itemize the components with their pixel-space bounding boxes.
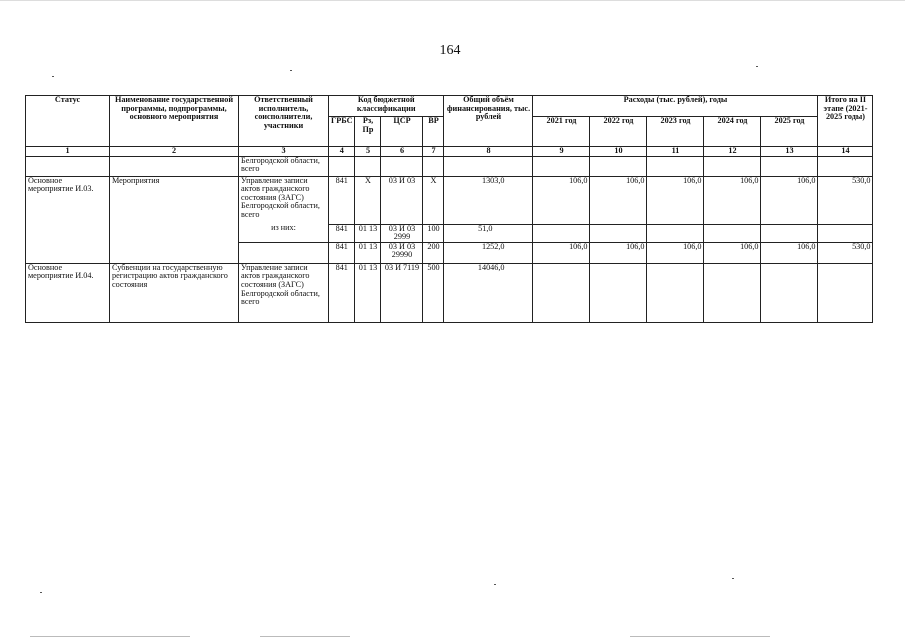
year-2024-cell: 106,0 [704, 242, 761, 263]
scan-speck [52, 76, 54, 77]
header-stage-total: Итого на II этапе (2021-2025 годы) [818, 96, 873, 147]
column-number: 7 [423, 147, 444, 157]
header-executor: Ответственный исполнитель, соисполнители, участники [239, 96, 329, 147]
rz-pr-cell: 01 13 [355, 242, 381, 263]
status-cell: Основное мероприятие И.03. [26, 176, 110, 263]
grbs-cell: 841 [329, 176, 355, 224]
header-year-2022: 2022 год [590, 117, 647, 147]
year-2021-cell: 106,0 [533, 242, 590, 263]
header-year-2023: 2023 год [647, 117, 704, 147]
executor-cell: Управление записи актов гражданского состояния (ЗАГС) Белгородской области, всего [239, 263, 329, 322]
year-2024-cell: 106,0 [704, 176, 761, 224]
rz-pr-cell: 01 13 [355, 224, 381, 242]
table-row [26, 263, 873, 322]
year-2023-cell: 106,0 [647, 242, 704, 263]
column-number: 2 [110, 147, 239, 157]
column-number: 13 [761, 147, 818, 157]
total-cell: 1252,0 [444, 242, 533, 263]
header-year-2024: 2024 год [704, 117, 761, 147]
column-number: 5 [355, 147, 381, 157]
scan-speck [756, 66, 758, 67]
vr-cell: 100 [423, 224, 444, 242]
total-cell: 51,0 [444, 224, 533, 242]
scan-speck [732, 578, 734, 579]
page-number: 164 [439, 43, 461, 58]
year-2025-cell: 106,0 [761, 176, 818, 224]
program-name-cell: Мероприятия [110, 176, 239, 263]
table-row [26, 156, 873, 176]
scan-speck [290, 70, 292, 71]
header-year-2025: 2025 год [761, 117, 818, 147]
header-csr: ЦСР [381, 117, 423, 147]
executor-cell: Белгородской области, всего [239, 156, 329, 176]
header-program-name: Наименование государственной программы, подпрограммы, основного мероприятия [110, 96, 239, 147]
scan-edge-line [30, 636, 190, 637]
rz-pr-cell: Х [355, 176, 381, 224]
scan-edge-line [0, 0, 905, 1]
table-row [26, 176, 873, 224]
header-vr: ВР [423, 117, 444, 147]
csr-cell: 03 И 03 29990 [381, 242, 423, 263]
column-number: 9 [533, 147, 590, 157]
column-number: 3 [239, 147, 329, 157]
column-number: 8 [444, 147, 533, 157]
year-2023-cell: 106,0 [647, 176, 704, 224]
column-number: 12 [704, 147, 761, 157]
total-cell: 14046,0 [444, 263, 533, 322]
header-grbs: ГРБС [329, 117, 355, 147]
csr-cell: 03 И 7119 [381, 263, 423, 322]
stage-total-cell: 530,0 [818, 242, 873, 263]
column-number: 1 [26, 147, 110, 157]
csr-cell: 03 И 03 2999 [381, 224, 423, 242]
year-2022-cell: 106,0 [590, 176, 647, 224]
year-2025-cell: 106,0 [761, 242, 818, 263]
total-cell: 1303,0 [444, 176, 533, 224]
column-number: 4 [329, 147, 355, 157]
grbs-cell: 841 [329, 224, 355, 242]
budget-table [25, 95, 873, 323]
scan-edge-line [630, 636, 770, 637]
header-status: Статус [26, 96, 110, 147]
year-2022-cell: 106,0 [590, 242, 647, 263]
header-row-1 [26, 96, 873, 117]
stage-total-cell: 530,0 [818, 176, 873, 224]
vr-cell: 200 [423, 242, 444, 263]
status-cell: Основное мероприятие И.04. [26, 263, 110, 322]
header-rz-pr: Рз, Пр [355, 117, 381, 147]
column-number: 10 [590, 147, 647, 157]
column-number: 11 [647, 147, 704, 157]
column-number: 6 [381, 147, 423, 157]
year-2021-cell: 106,0 [533, 176, 590, 224]
header-expenses: Расходы (тыс. рублей), годы [533, 96, 818, 117]
vr-cell: Х [423, 176, 444, 224]
column-number-row [26, 147, 873, 157]
grbs-cell: 841 [329, 242, 355, 263]
executor-cell: Управление записи актов гражданского состояния (ЗАГС) Белгородской области, всего [239, 176, 329, 224]
header-year-2021: 2021 год [533, 117, 590, 147]
scan-speck [494, 584, 496, 585]
of-which-label: из них: [239, 224, 329, 242]
grbs-cell: 841 [329, 263, 355, 322]
rz-pr-cell: 01 13 [355, 263, 381, 322]
header-budget-code: Код бюджетной классификации [329, 96, 444, 117]
vr-cell: 500 [423, 263, 444, 322]
program-name-cell: Субвенции на государственную регистрацию актов гражданского состояния [110, 263, 239, 322]
scan-speck [40, 592, 42, 593]
scan-edge-line [260, 636, 350, 637]
column-number: 14 [818, 147, 873, 157]
csr-cell: 03 И 03 [381, 176, 423, 224]
header-total-funding: Общий объём финансирования, тыс. рублей [444, 96, 533, 147]
